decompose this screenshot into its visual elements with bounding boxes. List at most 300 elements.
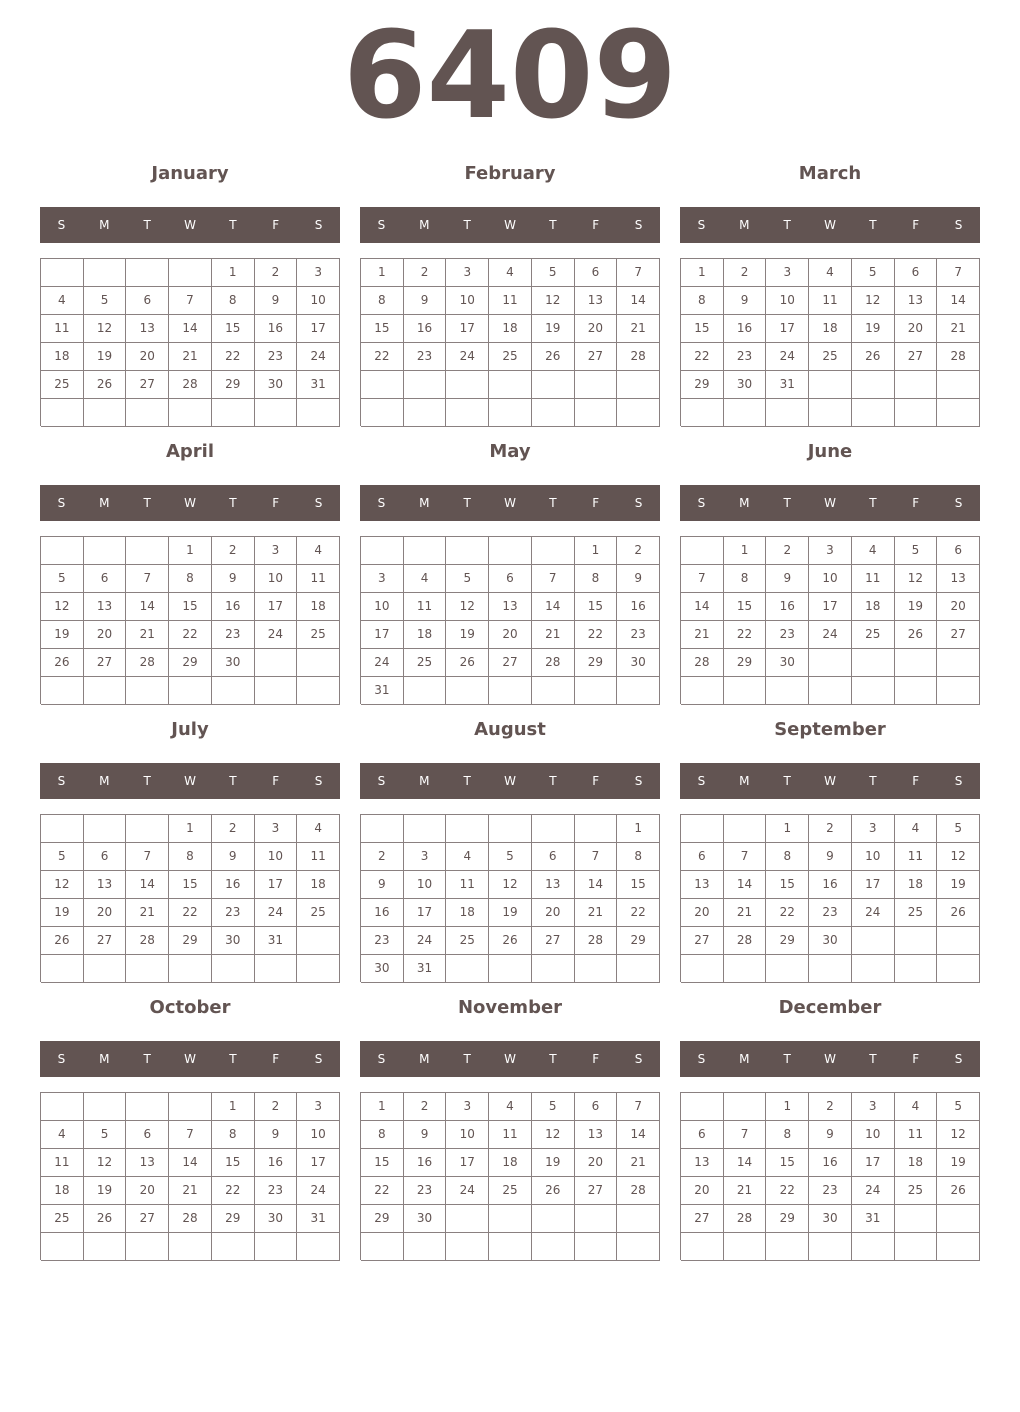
day-cell: 27 xyxy=(489,649,532,677)
day-cell: 29 xyxy=(212,371,255,399)
day-cell: 28 xyxy=(575,927,618,955)
day-cell: 18 xyxy=(41,1177,84,1205)
weekday-label: F xyxy=(592,218,600,232)
day-cell: 3 xyxy=(297,1093,340,1121)
weekday-label: M xyxy=(99,218,110,232)
month-name: March xyxy=(798,163,862,184)
weekday-label: S xyxy=(634,1052,643,1066)
day-cell: 21 xyxy=(724,899,767,927)
month-name: January xyxy=(151,163,229,184)
day-cell: 18 xyxy=(489,315,532,343)
days-grid xyxy=(360,536,660,704)
day-cell: 21 xyxy=(575,899,618,927)
day-cell: 31 xyxy=(404,955,447,983)
weekday-header xyxy=(40,763,340,799)
day-cell xyxy=(724,677,767,705)
day-cell: 17 xyxy=(446,315,489,343)
day-cell: 1 xyxy=(361,259,404,287)
weekday-label: S xyxy=(314,1052,323,1066)
day-cell xyxy=(681,399,724,427)
day-cell: 16 xyxy=(255,1149,298,1177)
day-cell: 30 xyxy=(404,1205,447,1233)
weekday-label: F xyxy=(272,774,280,788)
day-cell: 25 xyxy=(895,899,938,927)
weekday-label: T xyxy=(229,496,237,510)
day-cell: 23 xyxy=(404,343,447,371)
day-cell xyxy=(212,955,255,983)
day-cell: 10 xyxy=(361,593,404,621)
day-cell: 9 xyxy=(404,287,447,315)
day-cell: 7 xyxy=(126,843,169,871)
day-cell: 22 xyxy=(766,1177,809,1205)
day-cell: 13 xyxy=(489,593,532,621)
day-cell: 9 xyxy=(255,287,298,315)
day-cell: 21 xyxy=(617,1149,660,1177)
day-cell xyxy=(446,1205,489,1233)
day-cell: 12 xyxy=(446,593,489,621)
weekday-header xyxy=(360,207,660,243)
day-cell xyxy=(41,955,84,983)
day-cell xyxy=(446,399,489,427)
day-cell: 16 xyxy=(212,593,255,621)
weekday-label: S xyxy=(57,218,66,232)
day-cell: 24 xyxy=(852,1177,895,1205)
day-cell: 21 xyxy=(681,621,724,649)
day-cell xyxy=(852,399,895,427)
weekday-label: W xyxy=(504,218,516,232)
day-cell: 15 xyxy=(766,1149,809,1177)
weekday-label: W xyxy=(184,1052,196,1066)
day-cell: 8 xyxy=(169,565,212,593)
day-cell xyxy=(41,1233,84,1261)
day-cell: 22 xyxy=(361,343,404,371)
day-cell: 29 xyxy=(575,649,618,677)
day-cell: 19 xyxy=(84,1177,127,1205)
day-cell xyxy=(404,1233,447,1261)
day-cell: 13 xyxy=(84,871,127,899)
day-cell: 25 xyxy=(446,927,489,955)
day-cell: 9 xyxy=(724,287,767,315)
day-cell: 7 xyxy=(681,565,724,593)
day-cell: 1 xyxy=(212,259,255,287)
day-cell: 3 xyxy=(446,259,489,287)
day-cell xyxy=(895,371,938,399)
weekday-label: M xyxy=(99,1052,110,1066)
day-cell: 13 xyxy=(126,1149,169,1177)
day-cell: 19 xyxy=(532,1149,575,1177)
day-cell xyxy=(681,815,724,843)
day-cell: 5 xyxy=(41,843,84,871)
weekday-label: T xyxy=(229,1052,237,1066)
weekday-label: T xyxy=(143,1052,151,1066)
day-cell: 18 xyxy=(297,593,340,621)
day-cell: 15 xyxy=(724,593,767,621)
day-cell xyxy=(169,1233,212,1261)
weekday-header xyxy=(680,1041,980,1077)
weekday-label: F xyxy=(272,496,280,510)
day-cell: 10 xyxy=(297,287,340,315)
day-cell: 28 xyxy=(937,343,980,371)
month-july xyxy=(40,714,340,992)
day-cell: 20 xyxy=(489,621,532,649)
day-cell: 13 xyxy=(681,871,724,899)
day-cell: 16 xyxy=(361,899,404,927)
day-cell: 13 xyxy=(532,871,575,899)
weekday-label: W xyxy=(824,496,836,510)
day-cell: 17 xyxy=(255,871,298,899)
day-cell: 10 xyxy=(852,1121,895,1149)
month-january xyxy=(40,158,340,436)
day-cell xyxy=(126,1233,169,1261)
weekday-label: M xyxy=(739,1052,750,1066)
weekday-label: T xyxy=(463,774,471,788)
day-cell xyxy=(404,371,447,399)
day-cell: 22 xyxy=(617,899,660,927)
day-cell xyxy=(895,1205,938,1233)
day-cell xyxy=(532,371,575,399)
day-cell: 1 xyxy=(617,815,660,843)
day-cell: 8 xyxy=(361,287,404,315)
day-cell: 8 xyxy=(212,287,255,315)
day-cell: 28 xyxy=(724,927,767,955)
day-cell: 2 xyxy=(724,259,767,287)
days-grid xyxy=(360,814,660,982)
day-cell: 17 xyxy=(404,899,447,927)
weekday-header xyxy=(680,763,980,799)
day-cell xyxy=(809,1233,852,1261)
weekday-label: M xyxy=(419,218,430,232)
day-cell: 7 xyxy=(617,1093,660,1121)
day-cell xyxy=(297,677,340,705)
weekday-label: S xyxy=(57,774,66,788)
day-cell xyxy=(937,649,980,677)
day-cell xyxy=(724,955,767,983)
month-name: November xyxy=(457,997,563,1018)
weekday-label: S xyxy=(954,218,963,232)
day-cell xyxy=(84,677,127,705)
day-cell: 8 xyxy=(212,1121,255,1149)
day-cell xyxy=(937,927,980,955)
day-cell xyxy=(169,677,212,705)
day-cell: 25 xyxy=(489,1177,532,1205)
day-cell xyxy=(532,955,575,983)
day-cell: 21 xyxy=(937,315,980,343)
day-cell: 20 xyxy=(532,899,575,927)
day-cell: 30 xyxy=(724,371,767,399)
weekday-label: F xyxy=(592,496,600,510)
day-cell xyxy=(852,1233,895,1261)
day-cell: 9 xyxy=(361,871,404,899)
day-cell: 6 xyxy=(895,259,938,287)
day-cell: 9 xyxy=(766,565,809,593)
day-cell: 18 xyxy=(895,871,938,899)
day-cell: 22 xyxy=(212,1177,255,1205)
day-cell: 12 xyxy=(852,287,895,315)
day-cell: 24 xyxy=(852,899,895,927)
day-cell: 26 xyxy=(532,1177,575,1205)
day-cell xyxy=(809,371,852,399)
day-cell: 3 xyxy=(404,843,447,871)
day-cell: 2 xyxy=(255,1093,298,1121)
day-cell: 21 xyxy=(126,899,169,927)
day-cell: 13 xyxy=(575,287,618,315)
day-cell: 12 xyxy=(84,1149,127,1177)
month-name: July xyxy=(171,719,209,740)
weekday-label: S xyxy=(377,496,386,510)
day-cell xyxy=(255,955,298,983)
day-cell: 23 xyxy=(212,621,255,649)
day-cell: 6 xyxy=(532,843,575,871)
day-cell: 7 xyxy=(724,1121,767,1149)
day-cell: 22 xyxy=(169,899,212,927)
day-cell: 18 xyxy=(404,621,447,649)
month-name: June xyxy=(807,441,853,462)
month-name: May xyxy=(489,441,531,462)
day-cell: 26 xyxy=(937,899,980,927)
day-cell: 14 xyxy=(617,287,660,315)
day-cell: 3 xyxy=(852,815,895,843)
day-cell xyxy=(575,399,618,427)
day-cell: 23 xyxy=(361,927,404,955)
day-cell xyxy=(41,1093,84,1121)
day-cell xyxy=(489,955,532,983)
day-cell: 20 xyxy=(84,621,127,649)
weekday-label: T xyxy=(143,218,151,232)
weekday-label: W xyxy=(824,218,836,232)
day-cell: 5 xyxy=(937,815,980,843)
day-cell xyxy=(575,815,618,843)
day-cell: 25 xyxy=(895,1177,938,1205)
day-cell: 30 xyxy=(809,927,852,955)
day-cell xyxy=(681,677,724,705)
day-cell: 9 xyxy=(212,565,255,593)
day-cell: 5 xyxy=(489,843,532,871)
day-cell xyxy=(489,1233,532,1261)
weekday-label: S xyxy=(697,496,706,510)
day-cell xyxy=(84,815,127,843)
weekday-label: S xyxy=(377,218,386,232)
day-cell xyxy=(361,371,404,399)
day-cell: 27 xyxy=(126,371,169,399)
weekday-label: S xyxy=(697,1052,706,1066)
day-cell xyxy=(617,399,660,427)
day-cell xyxy=(446,677,489,705)
day-cell xyxy=(404,815,447,843)
day-cell xyxy=(446,1233,489,1261)
day-cell: 12 xyxy=(532,1121,575,1149)
day-cell: 11 xyxy=(446,871,489,899)
day-cell xyxy=(361,537,404,565)
day-cell xyxy=(809,955,852,983)
day-cell xyxy=(617,1233,660,1261)
day-cell xyxy=(255,399,298,427)
day-cell: 15 xyxy=(169,871,212,899)
weekday-label: T xyxy=(143,496,151,510)
day-cell: 8 xyxy=(575,565,618,593)
day-cell: 15 xyxy=(212,1149,255,1177)
month-february xyxy=(360,158,660,436)
day-cell xyxy=(724,815,767,843)
day-cell: 24 xyxy=(255,899,298,927)
day-cell xyxy=(255,649,298,677)
day-cell xyxy=(212,1233,255,1261)
day-cell: 4 xyxy=(446,843,489,871)
day-cell: 13 xyxy=(681,1149,724,1177)
day-cell: 13 xyxy=(895,287,938,315)
day-cell xyxy=(617,371,660,399)
day-cell: 2 xyxy=(766,537,809,565)
day-cell xyxy=(766,399,809,427)
day-cell: 20 xyxy=(681,899,724,927)
day-cell: 29 xyxy=(361,1205,404,1233)
day-cell: 29 xyxy=(724,649,767,677)
day-cell: 23 xyxy=(724,343,767,371)
month-name: September xyxy=(774,719,886,740)
month-name: April xyxy=(165,441,215,462)
weekday-label: F xyxy=(272,218,280,232)
day-cell: 5 xyxy=(937,1093,980,1121)
day-cell: 25 xyxy=(809,343,852,371)
day-cell xyxy=(489,815,532,843)
day-cell xyxy=(575,955,618,983)
day-cell: 4 xyxy=(489,259,532,287)
day-cell: 7 xyxy=(617,259,660,287)
day-cell: 25 xyxy=(489,343,532,371)
day-cell: 16 xyxy=(809,871,852,899)
day-cell: 8 xyxy=(169,843,212,871)
day-cell: 27 xyxy=(84,927,127,955)
day-cell: 16 xyxy=(617,593,660,621)
day-cell xyxy=(809,649,852,677)
day-cell: 4 xyxy=(895,1093,938,1121)
day-cell xyxy=(169,259,212,287)
weekday-label: T xyxy=(463,218,471,232)
weekday-label: W xyxy=(824,1052,836,1066)
day-cell: 12 xyxy=(41,593,84,621)
day-cell: 30 xyxy=(617,649,660,677)
day-cell xyxy=(724,1093,767,1121)
day-cell: 29 xyxy=(766,1205,809,1233)
day-cell: 10 xyxy=(404,871,447,899)
day-cell: 22 xyxy=(575,621,618,649)
day-cell: 24 xyxy=(297,1177,340,1205)
day-cell: 21 xyxy=(169,1177,212,1205)
weekday-label: S xyxy=(954,496,963,510)
day-cell: 23 xyxy=(809,1177,852,1205)
weekday-label: F xyxy=(912,774,920,788)
day-cell: 21 xyxy=(169,343,212,371)
day-cell: 28 xyxy=(126,649,169,677)
day-cell xyxy=(126,399,169,427)
days-grid xyxy=(680,1092,980,1260)
day-cell: 15 xyxy=(361,1149,404,1177)
day-cell: 6 xyxy=(575,1093,618,1121)
weekday-label: S xyxy=(57,1052,66,1066)
weekday-header xyxy=(680,485,980,521)
day-cell: 1 xyxy=(361,1093,404,1121)
day-cell: 20 xyxy=(895,315,938,343)
day-cell xyxy=(297,955,340,983)
day-cell xyxy=(41,537,84,565)
day-cell: 2 xyxy=(809,815,852,843)
day-cell: 26 xyxy=(852,343,895,371)
weekday-label: W xyxy=(184,218,196,232)
day-cell xyxy=(489,1205,532,1233)
day-cell: 23 xyxy=(766,621,809,649)
day-cell: 30 xyxy=(212,927,255,955)
day-cell: 17 xyxy=(852,1149,895,1177)
day-cell xyxy=(575,371,618,399)
day-cell: 6 xyxy=(489,565,532,593)
day-cell: 28 xyxy=(724,1205,767,1233)
day-cell: 7 xyxy=(169,287,212,315)
day-cell xyxy=(617,955,660,983)
day-cell: 11 xyxy=(41,315,84,343)
day-cell: 30 xyxy=(809,1205,852,1233)
weekday-label: F xyxy=(592,774,600,788)
day-cell: 31 xyxy=(361,677,404,705)
month-name: February xyxy=(464,163,556,184)
day-cell: 15 xyxy=(575,593,618,621)
weekday-header xyxy=(680,207,980,243)
day-cell xyxy=(255,1233,298,1261)
day-cell: 19 xyxy=(489,899,532,927)
weekday-label: S xyxy=(314,774,323,788)
day-cell: 2 xyxy=(212,537,255,565)
day-cell: 4 xyxy=(489,1093,532,1121)
day-cell: 15 xyxy=(766,871,809,899)
weekday-label: S xyxy=(954,774,963,788)
weekday-label: T xyxy=(869,774,877,788)
day-cell xyxy=(937,371,980,399)
weekday-header xyxy=(360,1041,660,1077)
day-cell: 12 xyxy=(84,315,127,343)
day-cell: 15 xyxy=(169,593,212,621)
weekday-label: S xyxy=(634,218,643,232)
weekday-label: W xyxy=(184,774,196,788)
days-grid xyxy=(40,1092,340,1260)
year-title: 6409 xyxy=(343,7,677,146)
days-grid xyxy=(360,1092,660,1260)
day-cell: 23 xyxy=(255,1177,298,1205)
day-cell xyxy=(404,677,447,705)
day-cell xyxy=(255,677,298,705)
day-cell: 14 xyxy=(724,871,767,899)
day-cell: 26 xyxy=(41,649,84,677)
day-cell: 2 xyxy=(404,1093,447,1121)
day-cell: 1 xyxy=(212,1093,255,1121)
weekday-label: T xyxy=(549,774,557,788)
day-cell: 31 xyxy=(852,1205,895,1233)
day-cell xyxy=(532,1233,575,1261)
weekday-label: M xyxy=(419,774,430,788)
day-cell: 18 xyxy=(297,871,340,899)
day-cell: 19 xyxy=(895,593,938,621)
day-cell: 27 xyxy=(532,927,575,955)
day-cell: 3 xyxy=(255,537,298,565)
day-cell: 19 xyxy=(532,315,575,343)
weekday-label: S xyxy=(634,774,643,788)
day-cell: 10 xyxy=(446,287,489,315)
month-may xyxy=(360,436,660,714)
day-cell: 10 xyxy=(852,843,895,871)
day-cell: 4 xyxy=(852,537,895,565)
day-cell: 15 xyxy=(617,871,660,899)
day-cell: 28 xyxy=(126,927,169,955)
day-cell xyxy=(809,399,852,427)
weekday-label: S xyxy=(57,496,66,510)
day-cell: 17 xyxy=(297,1149,340,1177)
